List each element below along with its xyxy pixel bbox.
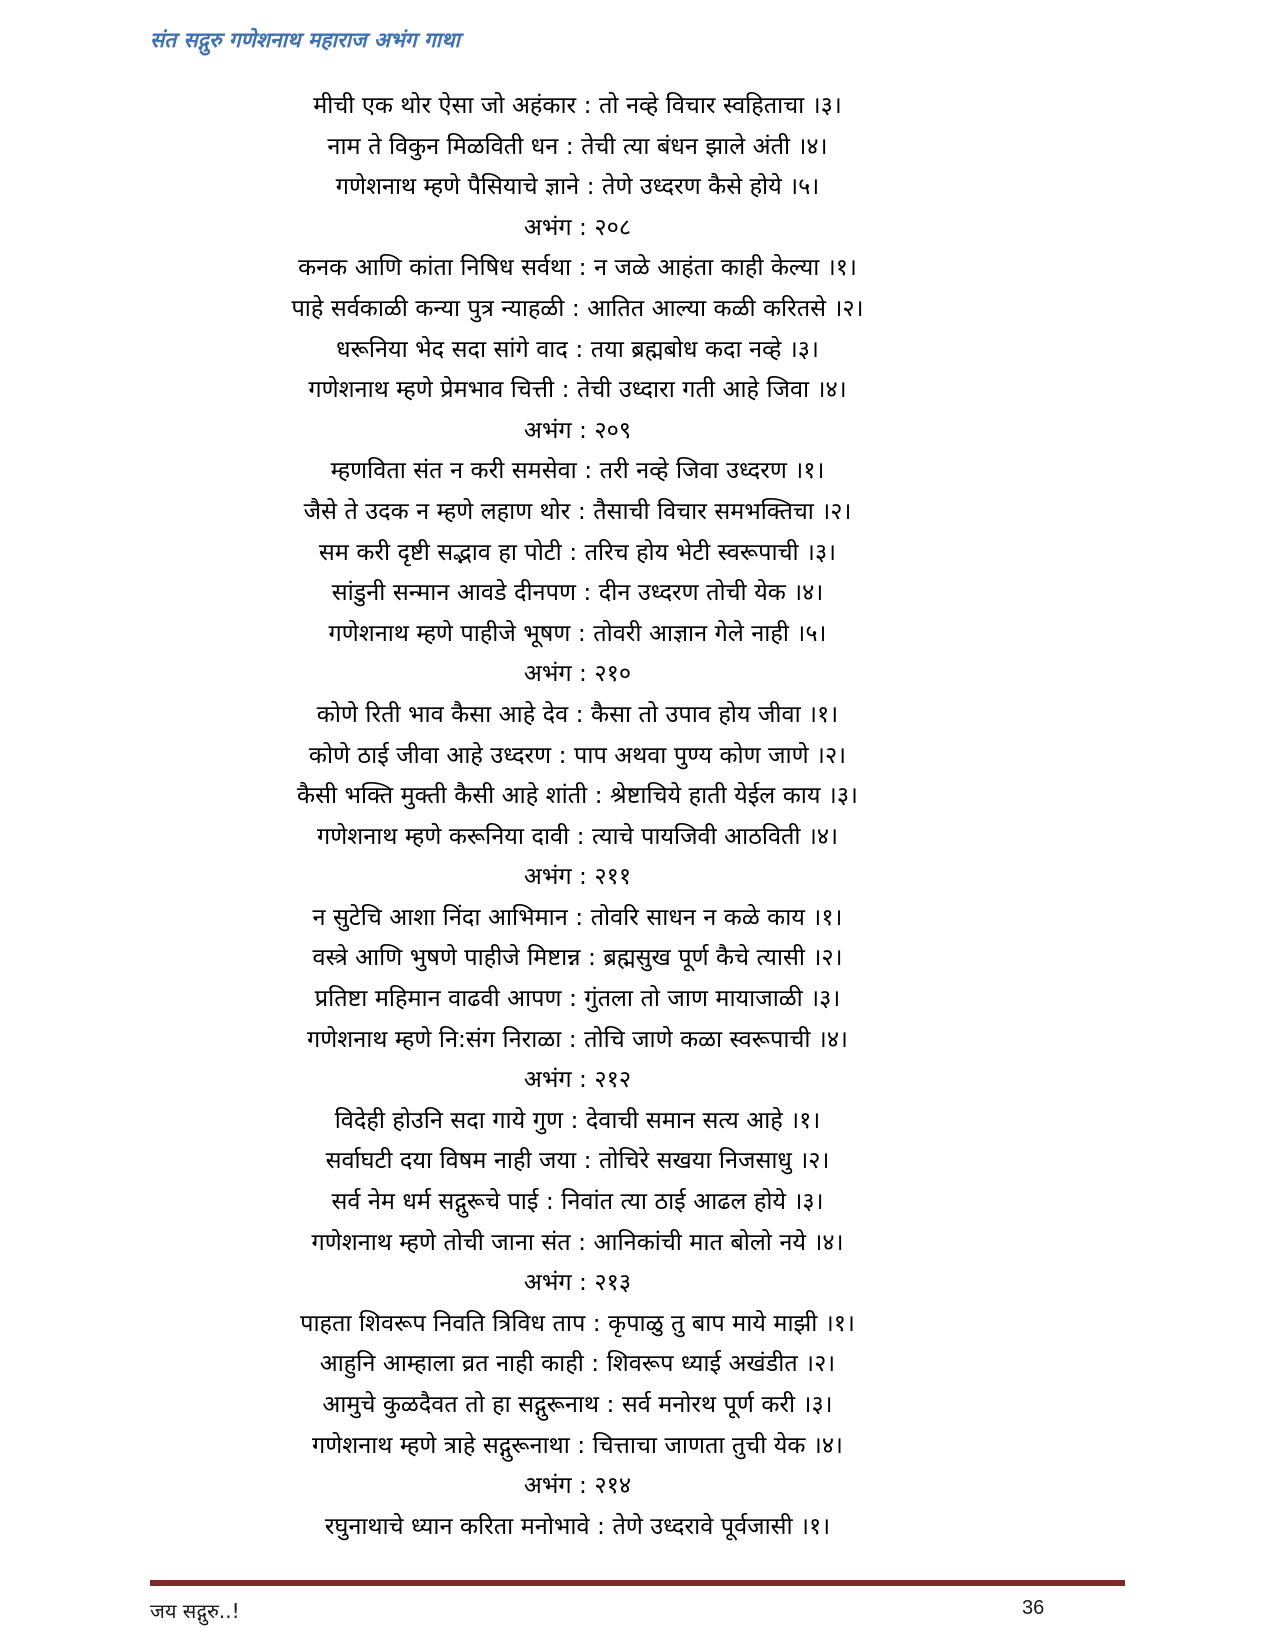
verse-line: मीची एक थोर ऐसा जो अहंकार : तो नव्हे विचार स्वहिताचा ।३। bbox=[313, 91, 842, 119]
verse-line: कोणे ठाई जीवा आहे उध्दरण : पाप अथवा पुण्य कोण जाणे ।२। bbox=[308, 740, 847, 769]
abhang-heading: अभंग : २१३ bbox=[523, 1268, 632, 1297]
verse-line: पाहे सर्वकाळी कन्या पुत्र न्याहळी : आतित आल्या कळी करितसे ।२। bbox=[291, 293, 864, 322]
abhang-heading: अभंग : २०९ bbox=[523, 415, 632, 444]
page-number: 36 bbox=[1022, 1597, 1045, 1619]
verse-line: गणेशनाथ म्हणे पाहीजे भूषण : तोवरी आज्ञान गेले नाही ।५। bbox=[328, 618, 827, 647]
abhang-heading: अभंग : २११ bbox=[523, 862, 632, 891]
verse-line: आमुचे कुळदैवत तो हा सद्गुरूनाथ : सर्व मनोरथ पूर्ण करी ।३। bbox=[322, 1390, 833, 1418]
verse-line: धरूनिया भेद सदा सांगे वाद : तया ब्रह्मबोध कदा नव्हे ।३। bbox=[336, 334, 819, 363]
abhang-heading: अभंग : २१२ bbox=[523, 1065, 632, 1094]
verse-line: गणेशनाथ म्हणे पैसियाचे ज्ञाने : तेणे उध्दरण कैसे होये ।५। bbox=[335, 172, 820, 201]
abhang-heading: अभंग : २१० bbox=[523, 659, 632, 688]
verse-line: सम करी दृष्टी सद्भाव हा पोटी : तरिच होय भेटी स्वरूपाची ।३। bbox=[318, 537, 837, 566]
verse-line: गणेशनाथ म्हणे करूनिया दावी : त्याचे पायजिवी आठविती ।४। bbox=[317, 821, 838, 850]
verse-line: म्हणविता संत न करी समसेवा : तरी नव्हे जिवा उध्दरण ।१। bbox=[330, 456, 825, 485]
verse-line: गणेशनाथ म्हणे त्राहे सद्गुरूनाथा : चित्ताचा जाणता तुची येक ।४। bbox=[312, 1430, 843, 1459]
verse-line: वस्त्रे आणि भुषणे पाहीजे मिष्टान्न : ब्रह्मसुख पूर्ण कैचे त्यासी ।२। bbox=[312, 943, 843, 972]
footer-salutation: जय सद्गुरु..! bbox=[150, 1599, 240, 1623]
verse-line: कनक आणि कांता निषिध सर्वथा : न जळे आहंता काही केल्या ।१। bbox=[298, 253, 857, 282]
verse-line: गणेशनाथ म्हणे नि:संग निराळा : तोचि जाणे कळा स्वरूपाची ।४। bbox=[307, 1024, 848, 1053]
verse-line: रघुनाथाचे ध्यान करिता मनोभावे : तेणे उध्दरावे पूर्वजासी ।१। bbox=[324, 1511, 831, 1540]
verse-line: सर्वाघटी दया विषम नाही जया : तोचिरे सखया निजसाधु ।२। bbox=[325, 1146, 830, 1175]
verse-line: सांडुनी सन्मान आवडे दीनपण : दीन उध्दरण तोची येक ।४। bbox=[331, 578, 824, 607]
page-header-title: संत सद्गुरु गणेशनाथ महाराज अभंग गाथा bbox=[150, 28, 460, 52]
abhang-heading: अभंग : २०८ bbox=[523, 212, 632, 241]
verse-line: न सुटेचि आशा निंदा आभिमान : तोवरि साधन न कळे काय ।१। bbox=[312, 902, 843, 931]
verse-line: गणेशनाथ म्हणे तोची जाना संत : आनिकांची मात बोलो नये ।४। bbox=[311, 1227, 844, 1256]
footer-divider bbox=[150, 1580, 1125, 1586]
verse-line: गणेशनाथ म्हणे प्रेमभाव चित्ती : तेची उध्दारा गती आहे जिवा ।४। bbox=[308, 375, 847, 404]
abhang-text-body bbox=[150, 85, 1005, 1546]
verse-line: विदेही होउनि सदा गाये गुण : देवाची समान सत्य आहे ।१। bbox=[334, 1105, 821, 1134]
verse-line: कैसी भक्ति मुक्ती कैसी आहे शांती : श्रेष्टाचिये हाती येईल काय ।३। bbox=[297, 781, 858, 810]
verse-line: कोणे रिती भाव कैसा आहे देव : कैसा तो उपाव होय जीवा ।१। bbox=[316, 699, 839, 728]
verse-line: आहुनि आम्हाला व्रत नाही काही : शिवरूप ध्याई अखंडीत ।२। bbox=[319, 1349, 836, 1378]
verse-line: जैसे ते उदक न म्हणे लहाण थोर : तैसाची विचार समभक्तिचा ।२। bbox=[303, 496, 852, 525]
verse-line: सर्व नेम धर्म सद्गुरूचे पाई : निवांत त्या ठाई आढल होये ।३। bbox=[331, 1187, 824, 1216]
verse-line: नाम ते विकुन मिळविती धन : तेची त्या बंधन झाले अंती ।४। bbox=[327, 131, 828, 160]
verse-line: प्रतिष्टा महिमान वाढवी आपण : गुंतला तो जाण मायाजाळी ।३। bbox=[314, 984, 841, 1013]
verse-line: पाहता शिवरूप निवति त्रिविध ताप : कृपाळु तु बाप माये माझी ।१। bbox=[300, 1308, 855, 1337]
abhang-heading: अभंग : २१४ bbox=[523, 1471, 632, 1500]
